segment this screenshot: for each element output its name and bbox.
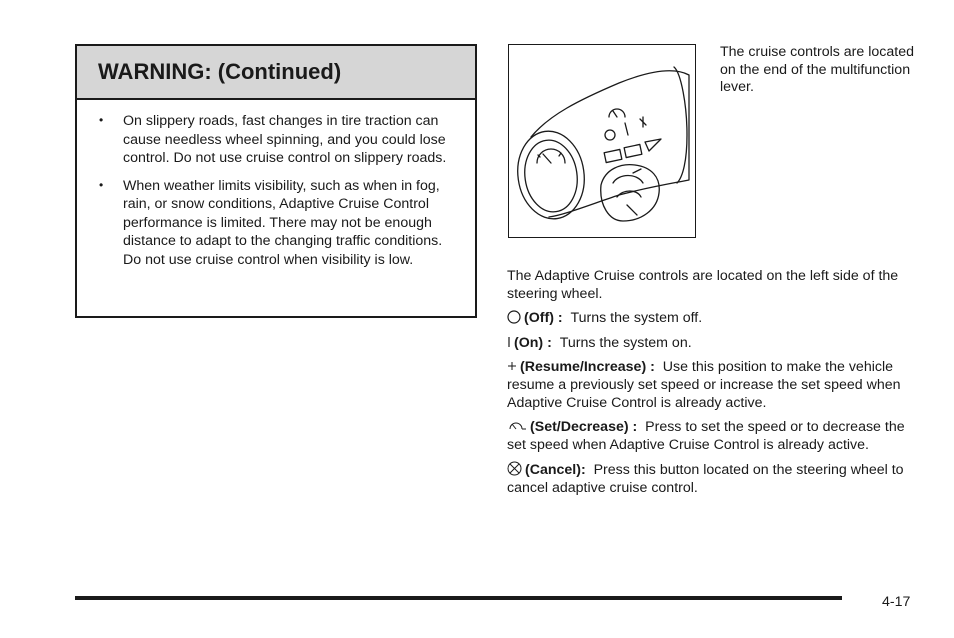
on-bar-icon: [507, 335, 511, 349]
lever-drawing: [509, 45, 696, 238]
control-label: (Resume/Increase) :: [520, 359, 655, 376]
warning-header: [77, 46, 475, 100]
control-label: (Cancel):: [525, 462, 586, 479]
control-item-resume: [507, 359, 907, 412]
footer-rule: [75, 596, 842, 600]
set-speedometer-icon: [507, 419, 527, 433]
warning-bullet: [99, 177, 457, 270]
warning-bullet-text: On slippery roads, fast changes in tire traction can cause needless wheel spinning, and you could lose control. Do not use cruise control on slippery roads.: [123, 113, 447, 166]
bullet-dot-icon: •: [99, 177, 104, 192]
warning-title: WARNING: (Continued): [98, 59, 342, 84]
control-item-off: [507, 310, 907, 328]
control-label: (Off) :: [524, 310, 563, 327]
cancel-icon: [507, 461, 522, 476]
control-desc: Press this button located on the steering wheel to cancel adaptive cruise control.: [507, 462, 904, 496]
control-desc: Use this position to make the vehicle resume a previously set speed or increase the set speed when Adaptive Cruise Control is already active.: [507, 359, 901, 411]
warning-bullet: [99, 112, 457, 168]
control-label: (On) :: [514, 334, 552, 351]
control-item-set: [507, 419, 907, 454]
control-desc: Turns the system off.: [570, 310, 703, 327]
control-desc: Press to set the speed or to decrease the set speed when Adaptive Cruise Control is already active.: [507, 419, 905, 453]
cruise-control-lever-illustration: [508, 44, 696, 238]
bullet-dot-icon: •: [99, 113, 104, 127]
control-item-cancel: [507, 461, 907, 497]
control-label: (Set/Decrease) :: [530, 419, 638, 436]
intro-paragraph: The Adaptive Cruise controls are located on the left side of the steering wheel.: [507, 268, 899, 302]
page-number: 4-17: [882, 594, 911, 610]
warning-bullet-text: When weather limits visibility, such as when in fog, rain, or snow conditions, Adaptive Cruise Control performance is limited. There may not be enough distance to adapt to the changing traffic conditions. Do not use cruise control when visibility is low.: [123, 177, 443, 268]
control-desc: Turns the system on.: [559, 334, 692, 351]
warning-box: [75, 44, 477, 318]
main-text: [507, 268, 907, 505]
control-item-on: [507, 335, 907, 353]
figure-caption: The cruise controls are located on the end of the multifunction lever.: [720, 44, 914, 96]
plus-icon: [507, 359, 517, 373]
warning-body: [77, 100, 475, 269]
off-circle-icon: [507, 310, 521, 324]
